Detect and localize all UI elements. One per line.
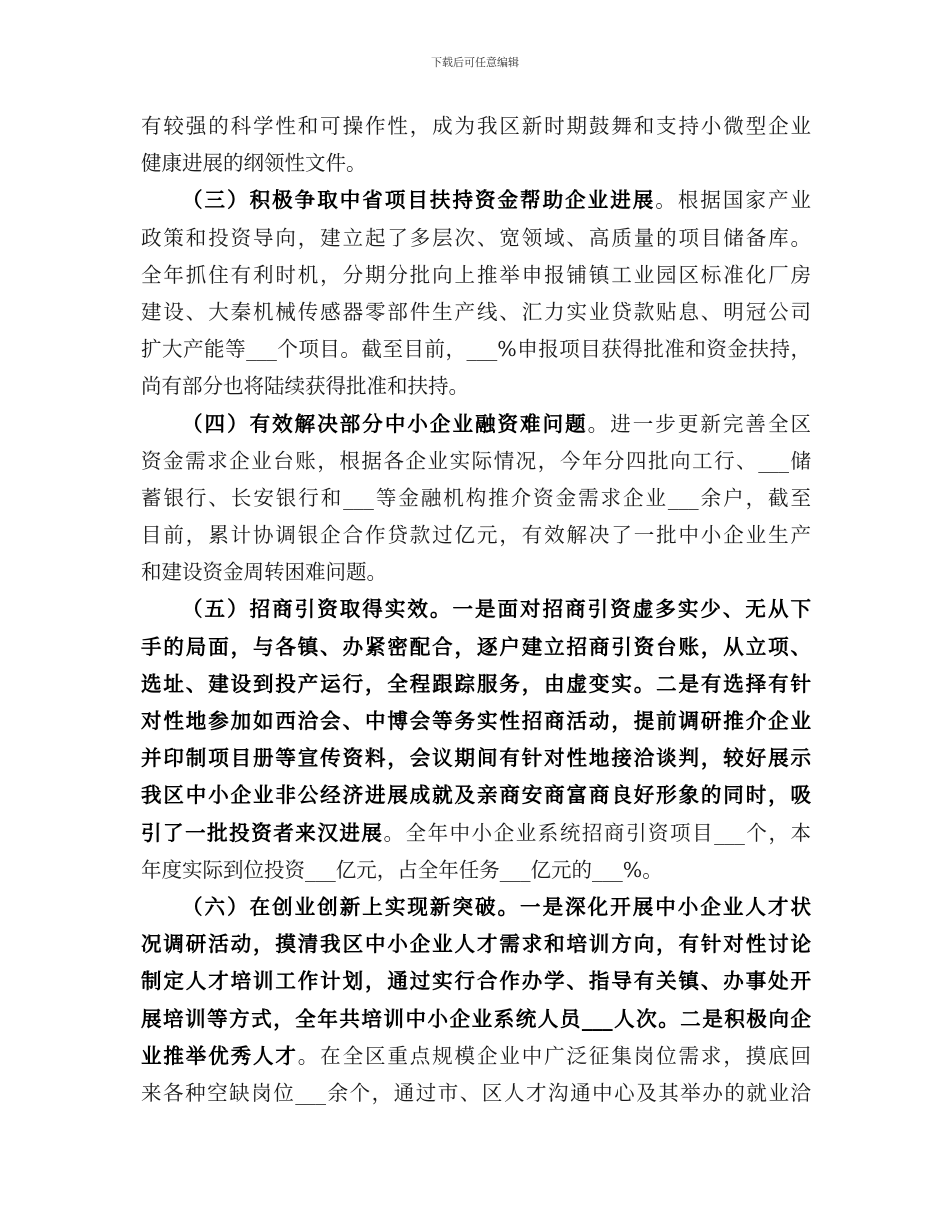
text-line — [141, 777, 811, 814]
text-line — [141, 963, 811, 1000]
text-line — [141, 294, 811, 331]
text-line — [141, 368, 811, 405]
body-text: 健康进展的纲领性文件。 — [141, 151, 367, 176]
text-line — [141, 480, 811, 517]
body-text: 蓄银行、长安银行和___等金融机构推介资金需求企业___余户，截至 — [141, 485, 811, 510]
bold-heading-text: 我区中小企业非公经济进展成就及亲商安商富商良好形象的同时，吸 — [141, 783, 811, 808]
bold-heading-text: 业推举优秀人才 — [141, 1043, 298, 1068]
text-line — [141, 629, 811, 666]
text-line — [141, 852, 811, 889]
document-body — [141, 108, 811, 1112]
body-text: 资金需求企业台账，根据各企业实际情况，今年分四批向工行、___储 — [141, 448, 811, 473]
text-line — [141, 554, 811, 591]
text-line — [141, 108, 811, 145]
text-line — [141, 889, 811, 926]
body-text: 年度实际到位投资___亿元，占全年任务___亿元的___%。 — [141, 857, 663, 882]
text-line — [141, 443, 811, 480]
text-line — [141, 815, 811, 852]
bold-heading-text: 展培训等方式，全年共培训中小企业系统人员___人次。二是积极向企 — [141, 1006, 811, 1031]
page-header-note: 下载后可任意编辑 — [431, 56, 519, 69]
body-text: 政策和投资导向，建立起了多层次、宽领域、高质量的项目储备库。 — [141, 225, 811, 250]
body-text: 有较强的科学性和可操作性，成为我区新时期鼓舞和支持小微型企业 — [141, 114, 811, 138]
bold-heading-text: 手的局面，与各镇、办紧密配合，逐户建立招商引资台账，从立项、 — [141, 634, 811, 659]
bold-heading-text: （五）招商引资取得实效。一是面对招商引资虚多实少、无从下 — [182, 597, 811, 622]
bold-heading-text: （三）积极争取中省项目扶持资金帮助企业进展 — [182, 188, 656, 213]
bold-heading-text: （四）有效解决部分中小企业融资难问题 — [182, 411, 588, 436]
bold-heading-text: 并印制项目册等宣传资料，会议期间有针对性地接洽谈判，较好展示 — [141, 746, 811, 771]
text-line — [141, 182, 811, 219]
body-text: 。进一步更新完善全区 — [587, 411, 811, 436]
body-text: 。全年中小企业系统招商引资项目___个，本 — [383, 820, 811, 845]
body-text: 。根据国家产业 — [655, 188, 811, 213]
text-line — [141, 1038, 811, 1075]
text-line — [141, 1001, 811, 1038]
body-text: 。在全区重点规模企业中广泛征集岗位需求，摸底回 — [297, 1043, 811, 1068]
body-text: 和建设资金周转困难问题。 — [141, 560, 387, 585]
text-line — [141, 517, 811, 554]
text-line — [141, 331, 811, 368]
body-text: 来各种空缺岗位___余个，通过市、区人才沟通中心及其举办的就业洽 — [141, 1080, 811, 1105]
body-text: 全年抓住有利时机，分期分批向上推举申报铺镇工业园区标准化厂房 — [141, 262, 811, 287]
bold-heading-text: 引了一批投资者来汉进展 — [141, 820, 384, 845]
text-line — [141, 740, 811, 777]
bold-heading-text: 选址、建设到投产运行，全程跟踪服务，由虚变实。二是有选择有针 — [141, 671, 811, 696]
body-text: 扩大产能等___个项目。截至目前，___%申报项目获得批准和资金扶持， — [141, 337, 811, 362]
text-line — [141, 257, 811, 294]
text-line — [141, 703, 811, 740]
text-line — [141, 591, 811, 628]
text-line — [141, 406, 811, 443]
text-line — [141, 1075, 811, 1112]
bold-heading-text: （六）在创业创新上实现新突破。一是深化开展中小企业人才状 — [182, 894, 811, 919]
text-line — [141, 220, 811, 257]
body-text: 目前，累计协调银企合作贷款过亿元，有效解决了一批中小企业生产 — [141, 523, 811, 548]
text-line — [141, 926, 811, 963]
bold-heading-text: 制定人才培训工作计划，通过实行合作办学、指导有关镇、办事处开 — [141, 969, 811, 994]
bold-heading-text: 对性地参加如西洽会、中博会等务实性招商活动，提前调研推介企业 — [141, 709, 811, 733]
bold-heading-text: 况调研活动，摸清我区中小企业人才需求和培训方向，有针对性讨论 — [141, 932, 811, 957]
text-line — [141, 145, 811, 182]
text-line — [141, 666, 811, 703]
body-text: 尚有部分也将陆续获得批准和扶持。 — [141, 374, 469, 399]
body-text: 建设、大秦机械传感器零部件生产线、汇力实业贷款贴息、明冠公司 — [141, 299, 811, 324]
